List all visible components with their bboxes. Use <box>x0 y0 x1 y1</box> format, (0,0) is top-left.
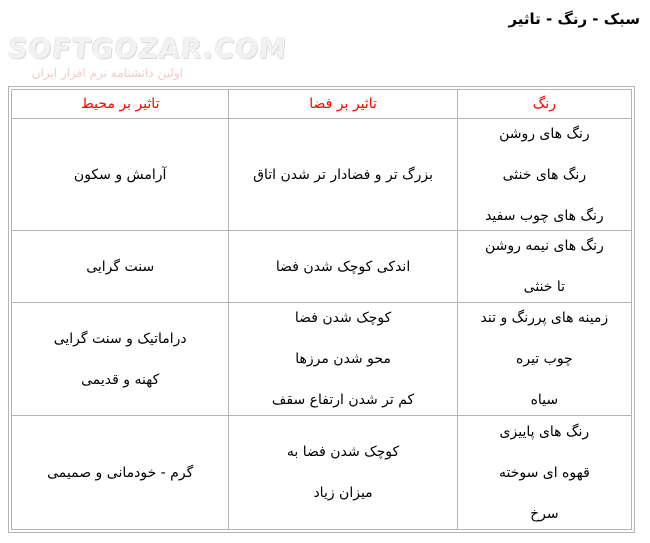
table-row <box>12 303 632 416</box>
header-row <box>12 90 632 119</box>
table-row <box>12 416 632 530</box>
cell-line: میزان زیاد <box>313 485 373 501</box>
cell-line: بزرگ تر و فضادار تر شدن اتاق <box>253 166 433 183</box>
cell-line: رنگ های پاییزی <box>499 423 590 440</box>
cell-color <box>457 119 631 231</box>
cell-color <box>457 303 631 416</box>
cell-line: کوچک شدن فضا به <box>286 444 400 460</box>
header-space-effect: تاثیر بر فضا <box>229 90 457 119</box>
header-color: رنگ <box>457 90 631 119</box>
page-title: سبک - رنگ - تاثیر <box>508 10 640 28</box>
cell-line: کهنه و قدیمی <box>81 371 160 388</box>
cell-environment-effect <box>12 416 229 530</box>
cell-environment-effect <box>12 119 229 231</box>
cell-line: سیاه <box>530 392 559 408</box>
cell-line: کوچک شدن فضا <box>294 310 392 326</box>
cell-line: چوب تیره <box>516 351 573 367</box>
cell-line: رنگ های چوب سفید <box>485 207 604 224</box>
cell-line: آرامش و سکون <box>73 166 167 183</box>
header-environment-effect: تاثیر بر محیط <box>12 90 229 119</box>
cell-line: اندکی کوچک شدن فضا <box>275 258 411 275</box>
cell-line: قهوه ای سوخته <box>498 464 590 481</box>
effects-table <box>11 89 632 530</box>
cell-color <box>457 231 631 303</box>
softgozar-logo: SOFTGOZAR.COM <box>6 34 289 65</box>
cell-line: تا خنثی <box>523 279 566 295</box>
table-row <box>12 119 632 231</box>
cell-line: رنگ های نیمه روشن <box>484 238 604 254</box>
cell-line: محو شدن مرزها <box>295 351 391 367</box>
cell-line: سنت گرایی <box>86 258 155 275</box>
cell-line: گرم - خودمانی و صمیمی <box>47 464 194 481</box>
cell-environment-effect <box>12 231 229 303</box>
cell-line: کم تر شدن ارتفاع سقف <box>271 392 415 408</box>
table-row <box>12 231 632 303</box>
watermark <box>8 34 287 80</box>
cell-line: رنگ های خنثی <box>502 166 587 183</box>
cell-space-effect <box>229 416 457 530</box>
cell-line: سرخ <box>530 505 559 522</box>
cell-line: زمینه های پررنگ و تند <box>480 310 609 326</box>
cell-line: دراماتیک و سنت گرایی <box>53 330 187 347</box>
cell-color <box>457 416 631 530</box>
cell-line: رنگ های روشن <box>499 125 590 142</box>
cell-space-effect <box>229 303 457 416</box>
effects-table-wrapper <box>8 86 635 533</box>
cell-space-effect <box>229 231 457 303</box>
cell-space-effect <box>229 119 457 231</box>
cell-environment-effect <box>12 303 229 416</box>
watermark-tagline: اولین دانشنامه نرم افزار ایران <box>31 66 183 80</box>
